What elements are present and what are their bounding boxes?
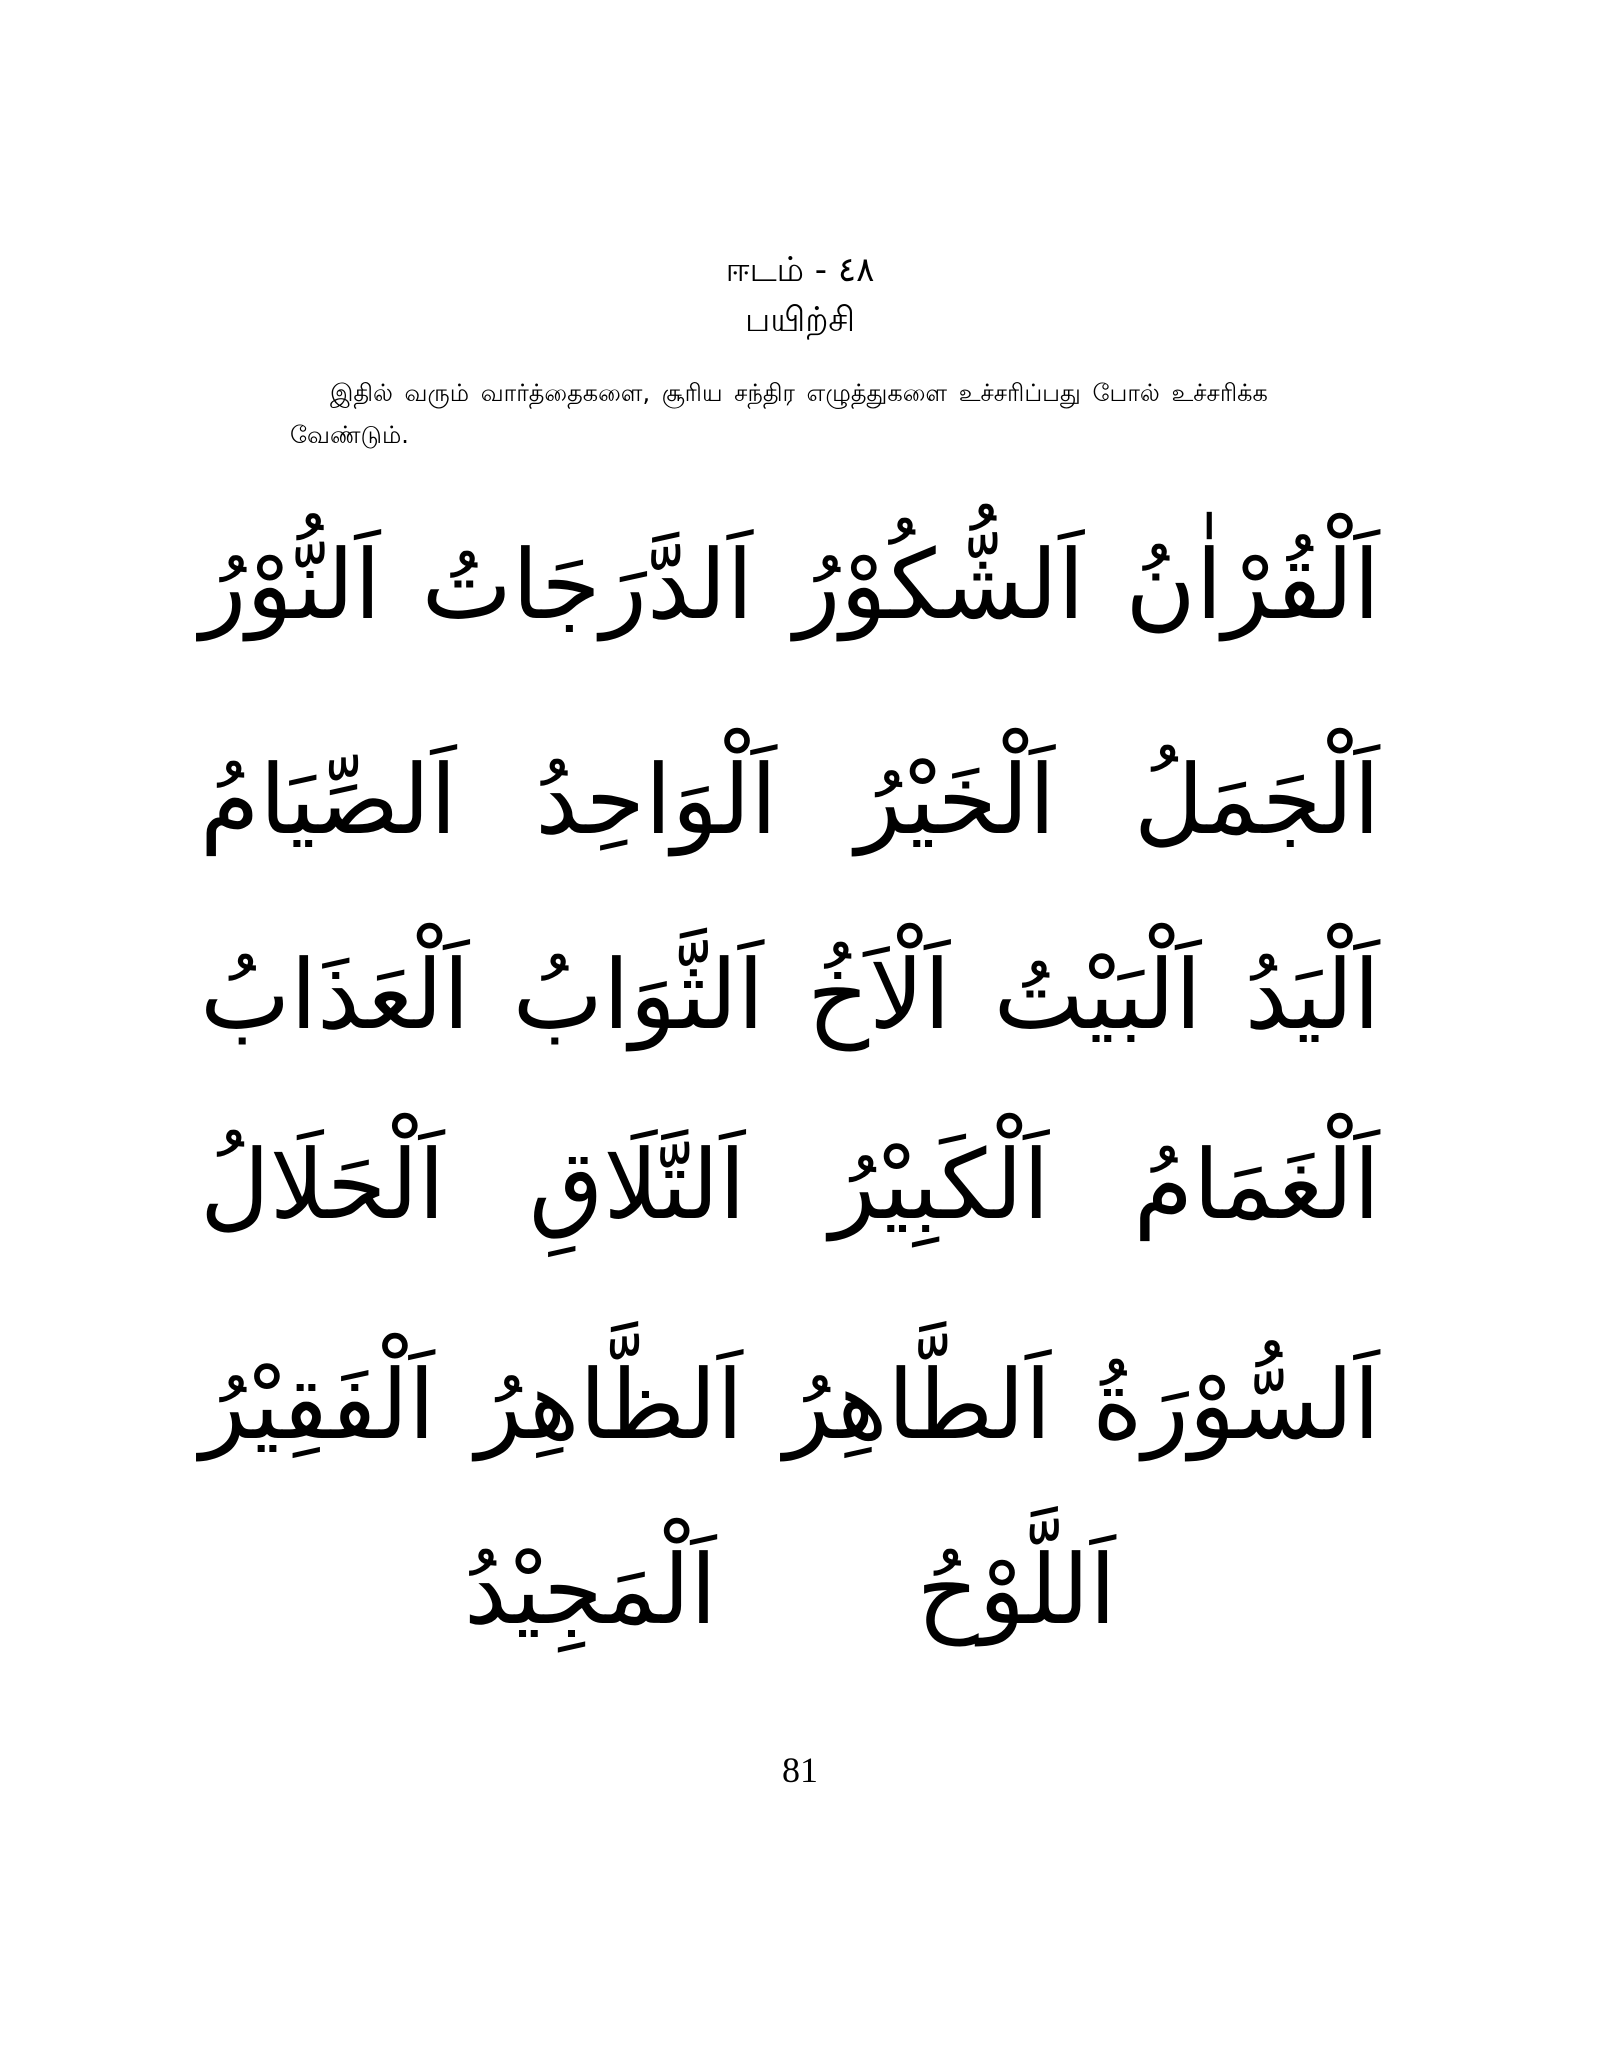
arabic-word: اَلْغَمَامُ bbox=[1133, 1129, 1380, 1241]
lesson-title: ஈடம் - ٤٨ bbox=[725, 250, 875, 290]
lesson-subtitle: பயிற்சி bbox=[745, 300, 855, 340]
arabic-word-row-6 bbox=[200, 1510, 1380, 1670]
arabic-word: اَلْكَبِيْرُ bbox=[829, 1129, 1050, 1241]
arabic-word-row-3 bbox=[200, 915, 1380, 1075]
arabic-word: اَلدَّرَجَاتُ bbox=[421, 529, 754, 641]
arabic-word: اَلْمَجِيْدُ bbox=[464, 1534, 717, 1646]
arabic-word: اَلطَّاهِرُ bbox=[783, 1349, 1052, 1461]
arabic-word: اَلْحَلَالُ bbox=[200, 1129, 445, 1241]
arabic-word: اَلظَّاهِرُ bbox=[475, 1349, 744, 1461]
arabic-word: اَلْجَمَلُ bbox=[1133, 744, 1380, 856]
arabic-word: اَلْعَذَابُ bbox=[200, 939, 470, 1051]
arabic-word-row-5 bbox=[200, 1325, 1380, 1485]
arabic-word: اَلْاَخُ bbox=[807, 939, 951, 1051]
arabic-word: اَلتَّلَاقِ bbox=[528, 1129, 746, 1241]
arabic-word: اَلْقُرْاٰنُ bbox=[1125, 529, 1380, 641]
page-number: 81 bbox=[782, 1750, 818, 1790]
arabic-word: اَلنُّوْرُ bbox=[200, 529, 381, 641]
arabic-word: اَللَّوْحُ bbox=[916, 1534, 1117, 1646]
arabic-word-row-1 bbox=[200, 505, 1380, 665]
arabic-word: اَلشُّكُوْرُ bbox=[794, 529, 1085, 641]
arabic-word-row-4 bbox=[200, 1105, 1380, 1265]
arabic-word: اَلْوَاحِدُ bbox=[535, 744, 778, 856]
arabic-word: اَلصِّيَامُ bbox=[200, 744, 457, 856]
arabic-word: اَلْخَيْرُ bbox=[855, 744, 1056, 856]
arabic-word: اَلْيَدُ bbox=[1244, 939, 1380, 1051]
arabic-word: اَلْفَقِيْرُ bbox=[200, 1349, 435, 1461]
arabic-word: اَلسُّوْرَةُ bbox=[1092, 1349, 1380, 1461]
instruction-paragraph: இதில் வரும் வார்த்தைகளை, சூரிய சந்திர எழுத்துகளை உச்சரிப்பது போல் உச்சரிக்க வேண்டும். bbox=[290, 379, 1268, 449]
arabic-word-row-2 bbox=[200, 720, 1380, 880]
arabic-word: اَلْبَيْتُ bbox=[993, 939, 1202, 1051]
arabic-word: اَلثَّوَابُ bbox=[512, 939, 765, 1051]
